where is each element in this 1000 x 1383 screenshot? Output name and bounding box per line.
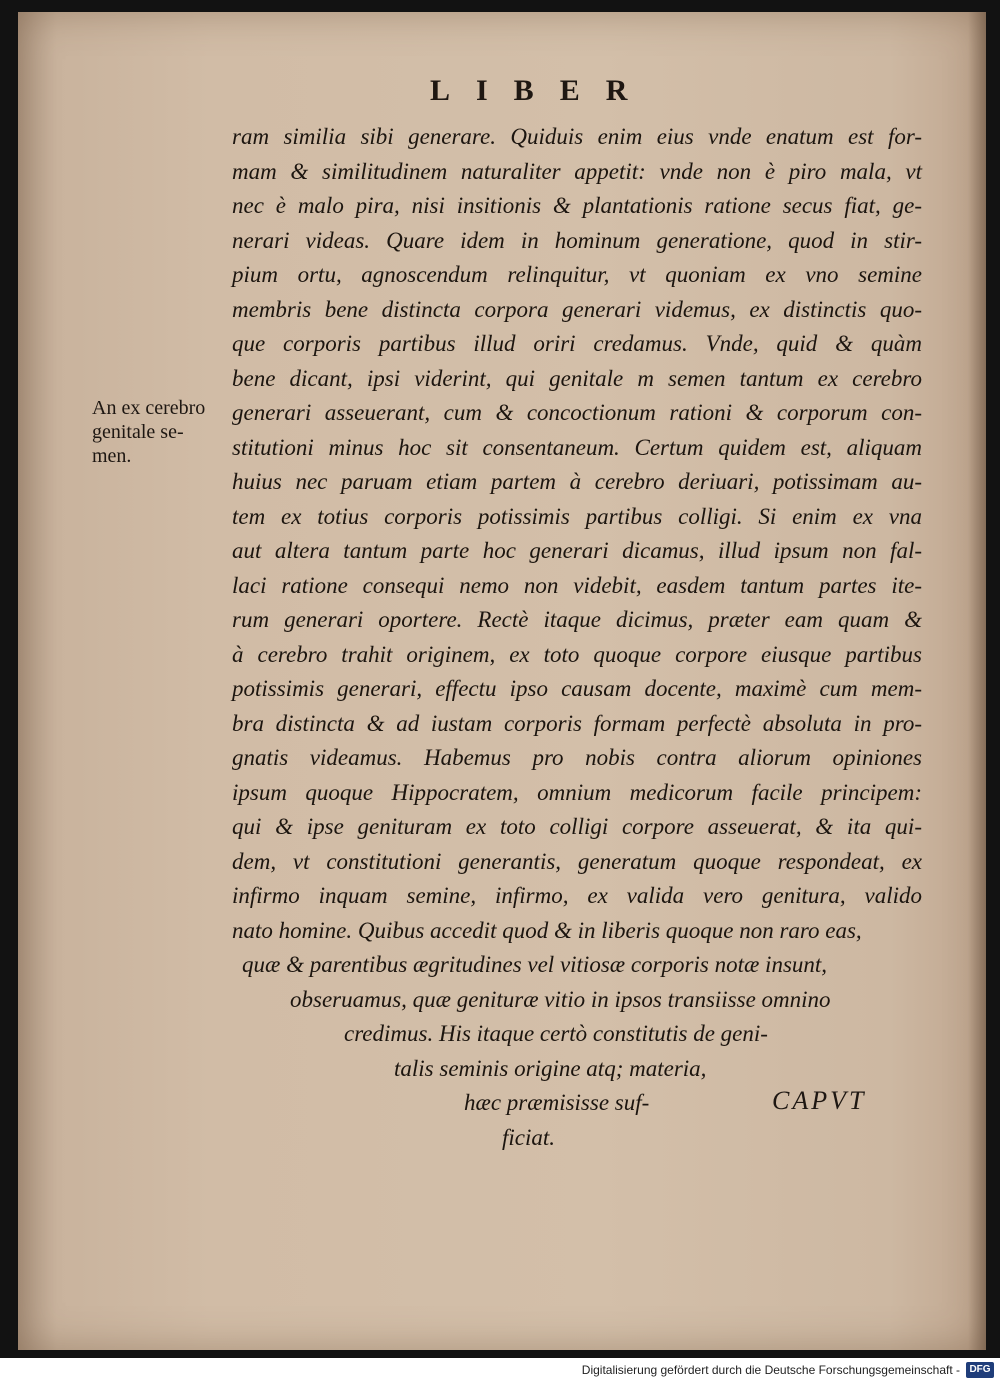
text-line: gnatis videamus. Habemus pro nobis contra aliorum opiniones (232, 745, 922, 770)
page-edge-shadow (968, 12, 986, 1350)
text-line: qui & ipse genituram ex toto colligi corpore asseuerat, & ita qui- (232, 814, 922, 839)
text-line: membris bene distincta corpora generari videmus, ex distinctis quo- (232, 296, 922, 322)
text-line: ficiat. (502, 1124, 556, 1150)
text-line: obseruamus, quæ genituræ vitio in ipsos transiisse omnino (290, 986, 831, 1012)
text-line: ram similia sibi generare. Quiduis enim eius vnde enatum est for- (232, 124, 922, 149)
text-line: mam & similitudinem naturaliter appetit: vnde non è piro mala, vt (232, 158, 922, 184)
text-line: bene dicant, ipsi viderint, qui genitale m semen tantum ex cerebro (232, 365, 922, 391)
text-line: potissimis generari, effectu ipso causam docente, maximè cum mem- (232, 676, 922, 701)
text-line: talis seminis origine atq; materia, (394, 1055, 707, 1081)
text-line: dem, vt constitutioni generantis, generatum quoque respondeat, ex (232, 848, 922, 874)
text-line: infirmo inquam semine, infirmo, ex valida vero genitura, valido (232, 883, 922, 908)
text-line: quæ & parentibus ægritudines vel vitiosæ corporis notæ insunt, (242, 952, 828, 977)
text-line: rum generari oportere. Rectè itaque dicimus, præter eam quam & (232, 607, 922, 632)
text-line: credimus. His itaque certò constitutis de geni- (344, 1021, 768, 1046)
text-line: nec è malo pira, nisi insitionis & plantationis ratione secus fiat, ge- (232, 193, 922, 218)
text-line: laci ratione consequi nemo non videbit, easdem tantum partes ite- (232, 572, 922, 598)
text-line: nato homine. Quibus accedit quod & in liberis quoque non raro eas, (232, 917, 862, 943)
text-line: huius nec paruam etiam partem à cerebro deriuari, potissimam au- (232, 469, 922, 494)
text-line: à cerebro trahit originem, ex toto quoque corpore eiusque partibus (232, 641, 922, 667)
text-line: bra distincta & ad iustam corporis formam perfectè absoluta in pro- (232, 710, 922, 736)
text-line: stitutioni minus hoc sit consentaneum. Certum quidem est, aliquam (232, 434, 922, 460)
text-line: tem ex totius corporis potissimis partibus colligi. Si enim ex vna (232, 503, 922, 529)
text-line: que corporis partibus illud oriri credamus. Vnde, quid & quàm (232, 331, 922, 356)
text-line: pium ortu, agnoscendum relinquitur, vt quoniam ex vno semine (232, 262, 922, 287)
marginal-note-line: men. (92, 445, 132, 467)
catchword: CAPVT (772, 1086, 867, 1115)
text-line: ipsum quoque Hippocratem, omnium medicorum facile principem: (232, 779, 922, 805)
marginal-note (92, 396, 242, 468)
text-line: nerari videas. Quare idem in hominum generatione, quod in stir- (232, 227, 922, 253)
digitization-footer (0, 1358, 1000, 1383)
text-line: generari asseuerant, cum & concoctionum rationi & corporum con- (232, 400, 922, 425)
running-head: LIBER (430, 74, 654, 107)
marginal-note-line: genitale se- (92, 421, 184, 443)
funding-credit: Digitalisierung gefördert durch die Deutsche Forschungsgemeinschaft - (581, 1363, 960, 1377)
dfg-logo: DFG (966, 1362, 994, 1378)
body-text (232, 120, 922, 1155)
text-line: aut altera tantum parte hoc generari dicamus, illud ipsum non fal- (232, 538, 922, 563)
marginal-note-line: An ex cerebro (92, 397, 206, 419)
text-line: hæc præmisisse suf- (464, 1090, 650, 1115)
